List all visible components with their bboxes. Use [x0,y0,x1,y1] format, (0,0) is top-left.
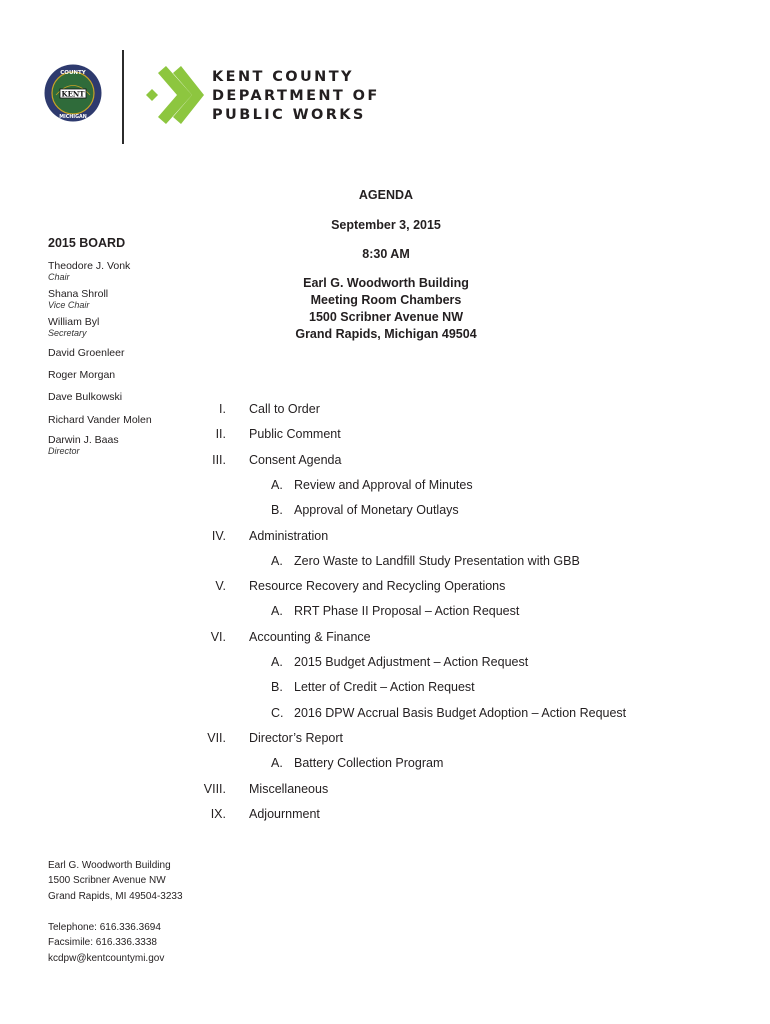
board-member-name: Theodore J. Vonk [48,260,131,272]
footer-address-line-1: Earl G. Woodworth Building [48,860,171,871]
board-member [48,347,124,359]
board-member-name: Dave Bulkowski [48,391,123,403]
agenda-subitem-text: Approval of Monetary Outlays [294,503,459,518]
agenda-subitem-letter: C. [271,705,284,720]
agenda-item-title: Adjournment [249,806,320,821]
agenda-item-title: Director’s Report [249,730,344,745]
agenda-item-title: Resource Recovery and Recycling Operations [249,579,506,594]
board-member-name: William Byl [48,316,100,328]
agenda-item-title: Public Comment [249,427,341,442]
agenda-item-title: Administration [249,528,329,543]
agenda-subitem-text: 2015 Budget Adjustment – Action Request [294,655,529,669]
board-member [48,414,152,426]
board-member-name: Roger Morgan [48,369,116,381]
agenda-item-number: III. [212,452,226,467]
agenda-item-number: IX. [210,806,226,821]
footer-email: kcdpw@kentcountymi.gov [48,953,165,964]
footer-facsimile: Facsimile: 616.336.3338 [48,937,157,948]
footer-address-line-2: 1500 Scribner Avenue NW [48,875,166,886]
board-member [48,434,119,456]
header-divider [122,50,124,144]
logo-line-3: PUBLIC WORKS [212,107,366,123]
agenda-item-number: I. [219,402,226,416]
agenda-subitem-text: Review and Approval of Minutes [294,477,473,492]
agenda-item-title: Consent Agenda [249,452,342,467]
agenda-subitem [271,756,443,770]
agenda-subitem-letter: B. [271,503,283,518]
board-member-name: David Groenleer [48,347,125,359]
logo-line-2: DEPARTMENT OF [212,88,380,104]
location-line-4: Grand Rapids, Michigan 49504 [295,327,477,341]
board-member-role: Secretary [48,328,87,338]
board-member-role: Chair [48,272,70,282]
svg-text:KENT: KENT [61,89,85,99]
agenda-item-number: VII. [207,730,226,745]
agenda-subitem-text: Letter of Credit – Action Request [294,680,475,695]
footer-telephone: Telephone: 616.336.3694 [48,922,161,933]
agenda-item-number: VIII. [203,781,226,796]
agenda-item-title: Miscellaneous [249,781,329,796]
agenda-subitem-text: Battery Collection Program [294,756,444,771]
dpw-chevron-logo-icon [146,66,204,126]
agenda-item-title: Call to Order [249,402,320,416]
location-line-3: 1500 Scribner Avenue NW [309,310,463,324]
agenda-subitem [271,655,528,669]
board-member [48,288,108,310]
meeting-time: 8:30 AM [362,247,410,261]
agenda-item-title: Accounting & Finance [249,629,371,644]
board-member [48,369,115,381]
board-member-role: Vice Chair [48,300,90,310]
agenda-subitem [271,478,473,492]
agenda-item-number: VI. [210,629,226,644]
meeting-date: September 3, 2015 [331,218,441,232]
agenda-subitem [271,554,580,568]
agenda-subitem-letter: A. [271,477,283,492]
agenda-subitem-text: 2016 DPW Accrual Basis Budget Adoption – Action Request [294,705,627,720]
location-line-2: Meeting Room Chambers [310,293,462,307]
board-member [48,260,130,282]
agenda-subitem-letter: A. [271,756,283,771]
board-member-name: Shana Shroll [48,288,109,300]
agenda-item-number: II. [215,427,226,442]
agenda-subitem [271,680,475,694]
footer-address-line-3: Grand Rapids, MI 49504-3233 [48,891,183,902]
agenda-subitem-text: RRT Phase II Proposal – Action Request [294,604,520,619]
agenda-subitem-letter: A. [271,553,283,568]
agenda-subitem-letter: B. [271,680,283,695]
board-title: 2015 BOARD [48,236,126,250]
board-member-role: Director [48,446,80,456]
board-member [48,316,99,338]
board-member-name: Richard Vander Molen [48,414,152,426]
svg-text:COUNTY: COUNTY [60,70,86,76]
agenda-subitem [271,604,519,618]
agenda-subitem [271,706,626,720]
location-line-1: Earl G. Woodworth Building [303,276,469,290]
agenda-subitem [271,503,459,517]
agenda-subitem-text: Zero Waste to Landfill Study Presentation with GBB [294,553,580,568]
logo-line-1: KENT COUNTY [212,69,354,85]
agenda-heading: AGENDA [358,188,414,202]
board-member-name: Darwin J. Baas [48,434,119,446]
agenda-subitem-letter: A. [271,604,283,619]
board-member [48,391,122,403]
kent-county-seal [44,64,102,122]
agenda-subitem-letter: A. [271,655,283,669]
svg-text:MICHIGAN: MICHIGAN [59,115,87,120]
agenda-item-number: IV. [211,528,226,543]
agenda-item-number: V. [215,579,226,594]
